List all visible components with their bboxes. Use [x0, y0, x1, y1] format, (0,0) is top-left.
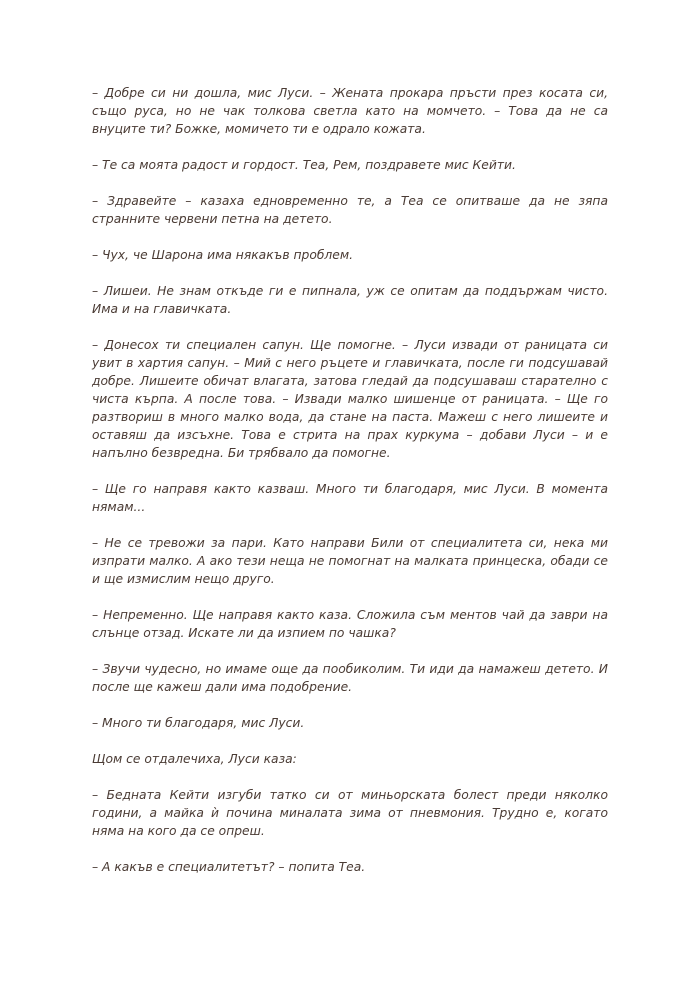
- paragraph-11: – Много ти благодаря, мис Луси.: [92, 716, 305, 730]
- paragraph-1: – Добре си ни дошла, мис Луси. – Жената прокара пръсти през косата си, също руса, но не чак толкова светла като на момчето. – Това да не са внуците ти? Божке, момичето ти е одрало кожата.: [92, 86, 608, 136]
- paragraph-9: – Непременно. Ще направя както каза. Сложила съм ментов чай да заври на слънце отзад. Искате ли да изпием по чашка?: [92, 608, 608, 640]
- paragraph-8: – Не се тревожи за пари. Като направи Били от специалитета си, нека ми изпрати малко. А ако тези неща не помогнат на малката принцеска, обади се и ще измислим нещо друго.: [92, 536, 608, 586]
- paragraph-14: – А какъв е специалитетът? – попита Теа.: [92, 860, 366, 874]
- paragraph-13: – Бедната Кейти изгуби татко си от миньорската болест преди няколко години, а майка ѝ почина миналата зима от пневмония. Трудно е, когато няма на кого да се опреш.: [92, 788, 608, 838]
- paragraph-2: – Те са моята радост и гордост. Теа, Рем, поздравете мис Кейти.: [92, 158, 516, 172]
- paragraph-5: – Лишеи. Не знам откъде ги е пипнала, уж се опитам да поддържам чисто. Има и на главичката.: [92, 284, 608, 316]
- paragraph-6: – Донесох ти специален сапун. Ще помогне. – Луси извади от раницата си увит в хартия сапун. – Мий с него ръцете и главичката, после ги подсушавай добре. Лишеите обичат влагата, затова гледай да подсушаваш старателно с чиста кърпа. А после това. – Извади малко шишенце от раницата. – Ще го разтвориш в много малко вода, да стане на паста. Мажеш с него лишеите и оставяш да изсъхне. Това е стрита на прах куркума – добави Луси – и е напълно безвредна. Би трябвало да помогне.: [92, 338, 608, 460]
- paragraph-3: – Здравейте – казаха едновременно те, а Теа се опитваше да не зяпа странните червени петна на детето.: [92, 194, 608, 226]
- paragraph-7: – Ще го направя както казваш. Много ти благодаря, мис Луси. В момента нямам...: [92, 482, 608, 514]
- document-page: [92, 84, 608, 894]
- paragraph-10: – Звучи чудесно, но имаме още да пообиколим. Ти иди да намажеш детето. И после ще кажеш дали има подобрение.: [92, 662, 608, 694]
- paragraph-12: Щом се отдалечиха, Луси каза:: [92, 752, 297, 766]
- paragraph-4: – Чух, че Шарона има някакъв проблем.: [92, 248, 354, 262]
